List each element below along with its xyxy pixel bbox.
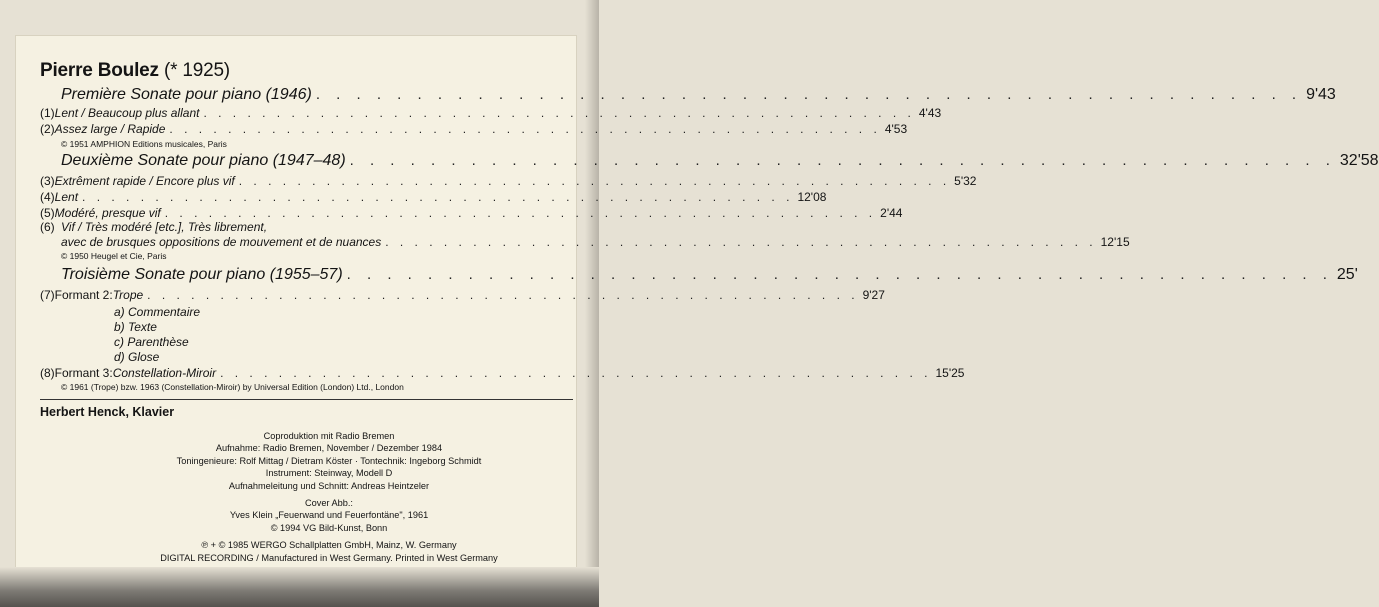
movement-title: Constellation-Miroir — [112, 366, 217, 380]
leader-dots: . . . . . . . . . . . . . . . . . . . . . . . . . . . . . . . . . . . . . . . . . . . . . . . . . — [220, 366, 932, 380]
track-number: (4) — [40, 190, 55, 204]
copyright-note: © 1951 AMPHION Editions musicales, Paris — [61, 139, 227, 149]
divider — [40, 399, 573, 400]
track-number: (1) — [40, 106, 55, 120]
track-row — [40, 220, 547, 234]
trope-part: d) Glose — [114, 350, 160, 364]
credit-coproduction: Coproduktion mit Radio Bremen — [263, 431, 395, 441]
leader-dots: . . . . . . . . . . . . . . . . . . . . . . . . . . . . . . . . . . . . . . . . . . . . . . . . . — [164, 206, 877, 220]
movement-title: Modéré, presque vif — [54, 206, 161, 220]
sonata-3-heading — [61, 266, 1358, 284]
movement-title: Vif / Très modéré [etc.], Très librement, — [61, 220, 268, 234]
track-row — [40, 174, 977, 188]
composer-name: Pierre Boulez — [40, 60, 159, 81]
leader-dots: . . . . . . . . . . . . . . . . . . . . . . . . . . . . . . . . . . . . . . . . . . . . . . . . . — [82, 190, 794, 204]
leader-dots: . . . . . . . . . . . . . . . . . . . . . . . . . . . . . . . . . . . . . . . . . . . . . . . . . — [349, 152, 1336, 169]
leader-dots: . . . . . . . . . . . . . . . . . . . . . . . . . . . . . . . . . . . . . . . . . . . . . . . . . — [315, 86, 1303, 103]
sonata-title: Première Sonate pour piano (1946) — [61, 86, 312, 103]
leader-dots: . . . . . . . . . . . . . . . . . . . . . . . . . . . . . . . . . . . . . . . . . . . . . . . . . — [385, 235, 1097, 249]
leader-dots: . . . . . . . . . . . . . . . . . . . . . . . . . . . . . . . . . . . . . . . . . . . . . . . . . — [169, 122, 881, 136]
sonata-total: 9'43 — [1306, 86, 1336, 103]
track-row — [40, 288, 885, 302]
credit-supervision: Aufnahmeleitung und Schnitt: Andreas Heintzeler — [228, 480, 430, 491]
track-time: 5'32 — [954, 174, 977, 188]
track-row — [40, 190, 827, 204]
track-number: (7) — [40, 288, 55, 302]
credit-label-copyright: ℗ + © 1985 WERGO Schallplatten GmbH, Mainz, W. Germany — [201, 540, 457, 551]
sonata-title: Deuxième Sonate pour piano (1947–48) — [61, 152, 346, 169]
track-row — [40, 106, 942, 120]
credit-cover-art: Yves Klein „Feuerwand und Feuerfontäne", 1961 — [229, 510, 429, 521]
track-time: 12'15 — [1100, 235, 1130, 249]
track-number: (6) — [40, 220, 55, 234]
copyright-note: © 1950 Heugel et Cie, Paris — [61, 251, 167, 261]
track-time: 15'25 — [935, 366, 965, 380]
track-number: (8) — [40, 366, 55, 380]
leader-dots: . . . . . . . . . . . . . . . . . . . . . . . . . . . . . . . . . . . . . . . . . . . . . . . . . — [203, 106, 915, 120]
movement-title: Assez large / Rapide — [54, 122, 166, 136]
sonata-total: 32'58 — [1339, 152, 1379, 169]
leader-dots: . . . . . . . . . . . . . . . . . . . . . . . . . . . . . . . . . . . . . . . . . . . . . . . . . — [238, 174, 951, 188]
track-row — [40, 206, 903, 220]
performer: Herbert Henck, Klavier — [40, 405, 175, 419]
credits-block — [160, 430, 498, 564]
sonata-total: 25' — [1336, 266, 1358, 283]
track-time: 9'27 — [862, 288, 885, 302]
movement-title: Trope — [112, 288, 144, 302]
track-row — [40, 366, 965, 380]
movement-title: Lent / Beaucoup plus allant — [54, 106, 200, 120]
track-row-continued — [61, 235, 1130, 249]
trope-part: b) Texte — [114, 320, 157, 334]
track-number: (2) — [40, 122, 55, 136]
movement-title: Extrêment rapide / Encore plus vif — [54, 174, 235, 188]
credit-cover-label: Cover Abb.: — [304, 498, 353, 509]
sonata-1-heading — [61, 86, 1336, 104]
track-time: 12'08 — [797, 190, 827, 204]
leader-dots: . . . . . . . . . . . . . . . . . . . . . . . . . . . . . . . . . . . . . . . . . . . . . . . . . — [147, 288, 859, 302]
copyright-note: © 1961 (Trope) bzw. 1963 (Constellation-Miroir) by Universal Edition (London) Ltd., London — [61, 382, 404, 392]
track-number: (3) — [40, 174, 55, 188]
composer-heading — [40, 60, 230, 82]
movement-title-continued: avec de brusques oppositions de mouvement et de nuances — [61, 235, 382, 249]
credit-instrument: Instrument: Steinway, Modell D — [265, 468, 393, 479]
sonata-title: Troisième Sonate pour piano (1955–57) — [61, 266, 343, 283]
track-row — [40, 122, 908, 136]
formant-prefix: Formant 3: — [54, 366, 113, 380]
credit-engineers: Toningenieure: Rolf Mittag / Dietram Köster · Tontechnik: Ingeborg Schmidt — [176, 455, 482, 466]
sonata-2-heading — [61, 152, 1379, 170]
leader-dots: . . . . . . . . . . . . . . . . . . . . . . . . . . . . . . . . . . . . . . . . . . . . . . . . . — [346, 266, 1333, 283]
trope-part: c) Parenthèse — [114, 335, 189, 349]
track-time: 4'53 — [884, 122, 908, 136]
credit-digital-recording: DIGITAL RECORDING / Manufactured in West Germany. Printed in West Germany — [160, 552, 498, 563]
movement-title: Lent — [54, 190, 79, 204]
composer-years: (* 1925) — [163, 60, 230, 81]
trope-part: a) Commentaire — [114, 305, 201, 319]
track-time: 2'44 — [880, 206, 903, 220]
formant-prefix: Formant 2: — [54, 288, 113, 302]
track-time: 4'43 — [918, 106, 942, 120]
track-number: (5) — [40, 206, 55, 220]
credit-cover-copyright: © 1994 VG Bild-Kunst, Bonn — [270, 522, 388, 533]
credit-recording: Aufnahme: Radio Bremen, November / Dezember 1984 — [215, 443, 443, 454]
